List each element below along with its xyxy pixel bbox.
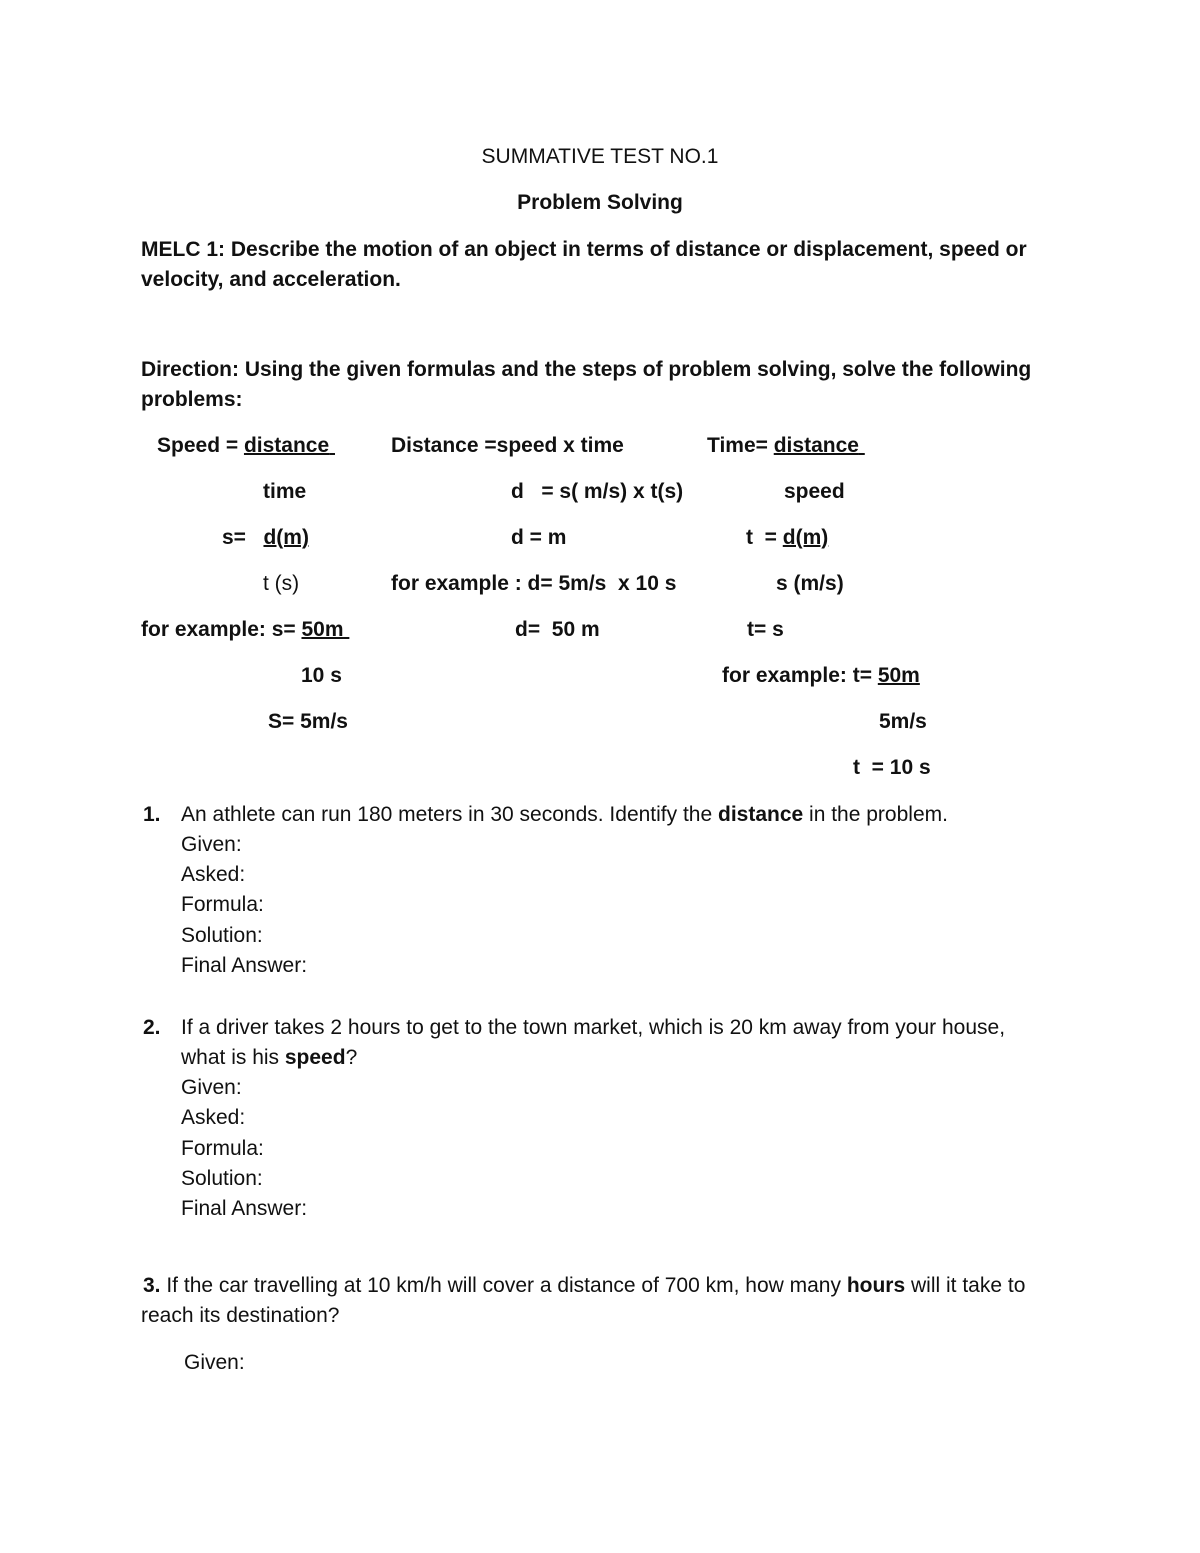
problem-2-asked: Asked: xyxy=(181,1106,246,1129)
problem-1-keyword: distance xyxy=(718,803,804,826)
page-subtitle: Problem Solving xyxy=(517,191,683,214)
time-numerator: distance xyxy=(773,434,859,457)
problem-1-given: Given: xyxy=(181,833,242,856)
direction-line-1: Direction: Using the given formulas and the steps of problem solving, solve the following xyxy=(141,358,1032,381)
problem-1-asked: Asked: xyxy=(181,863,246,886)
problem-3-keyword: hours xyxy=(846,1274,906,1297)
speed-example-denominator: 10 s xyxy=(301,664,342,687)
speed-numerator: distance xyxy=(243,434,330,457)
melc-line-1: MELC 1: Describe the motion of an object in terms of distance or displacement, speed or xyxy=(141,238,1027,261)
direction-line-2: problems: xyxy=(141,388,243,411)
problem-1-text: An athlete can run 180 meters in 30 seconds. Identify the distance in the problem. xyxy=(181,803,948,826)
time-symbolic: t = d(m) xyxy=(746,526,829,549)
speed-denominator: time xyxy=(263,480,307,503)
distance-example: for example : d= 5m/s x 10 s xyxy=(391,572,677,595)
distance-symbolic: d = s( m/s) x t(s) xyxy=(511,480,684,503)
speed-formula: Speed = distance xyxy=(157,434,330,457)
time-denominator: speed xyxy=(784,480,845,503)
problem-3-number: 3. xyxy=(143,1274,161,1297)
speed-example: for example: s= 50m xyxy=(141,618,344,641)
time-example: for example: t= 50m xyxy=(722,664,920,687)
problem-1-number: 1. xyxy=(143,803,161,826)
distance-units: d = m xyxy=(511,526,567,549)
time-example-denominator: 5m/s xyxy=(879,710,927,733)
distance-formula: Distance =speed x time xyxy=(391,434,624,457)
speed-example-result: S= 5m/s xyxy=(268,710,348,733)
melc-line-2: velocity, and acceleration. xyxy=(141,268,401,291)
problem-2-given: Given: xyxy=(181,1076,242,1099)
problem-2-solution: Solution: xyxy=(181,1167,263,1190)
problem-3-line-2: reach its destination? xyxy=(141,1304,340,1327)
problem-1-solution: Solution: xyxy=(181,924,263,947)
problem-2-line-1: If a driver takes 2 hours to get to the town market, which is 20 km away from your house, xyxy=(181,1016,1006,1039)
problem-2-line-2: what is his speed? xyxy=(181,1046,358,1069)
time-symbolic-denominator: s (m/s) xyxy=(776,572,844,595)
problem-3-given: Given: xyxy=(184,1351,245,1374)
time-example-result: t = 10 s xyxy=(853,756,931,779)
time-formula: Time= distance xyxy=(707,434,859,457)
problem-1-final-answer: Final Answer: xyxy=(181,954,308,977)
problem-2-number: 2. xyxy=(143,1016,161,1039)
problem-1-formula: Formula: xyxy=(181,893,264,916)
page-title: SUMMATIVE TEST NO.1 xyxy=(481,145,719,168)
problem-2-final-answer: Final Answer: xyxy=(181,1197,308,1220)
speed-symbolic: s= d(m) xyxy=(222,526,309,549)
distance-example-result: d= 50 m xyxy=(515,618,600,641)
problem-2-formula: Formula: xyxy=(181,1137,264,1160)
problem-3-line-1: 3. If the car travelling at 10 km/h will cover a distance of 700 km, how many hours will it take to xyxy=(143,1274,1026,1297)
problem-2-keyword: speed xyxy=(284,1046,346,1069)
speed-symbolic-denominator: t (s) xyxy=(263,572,300,595)
time-units: t= s xyxy=(747,618,784,641)
